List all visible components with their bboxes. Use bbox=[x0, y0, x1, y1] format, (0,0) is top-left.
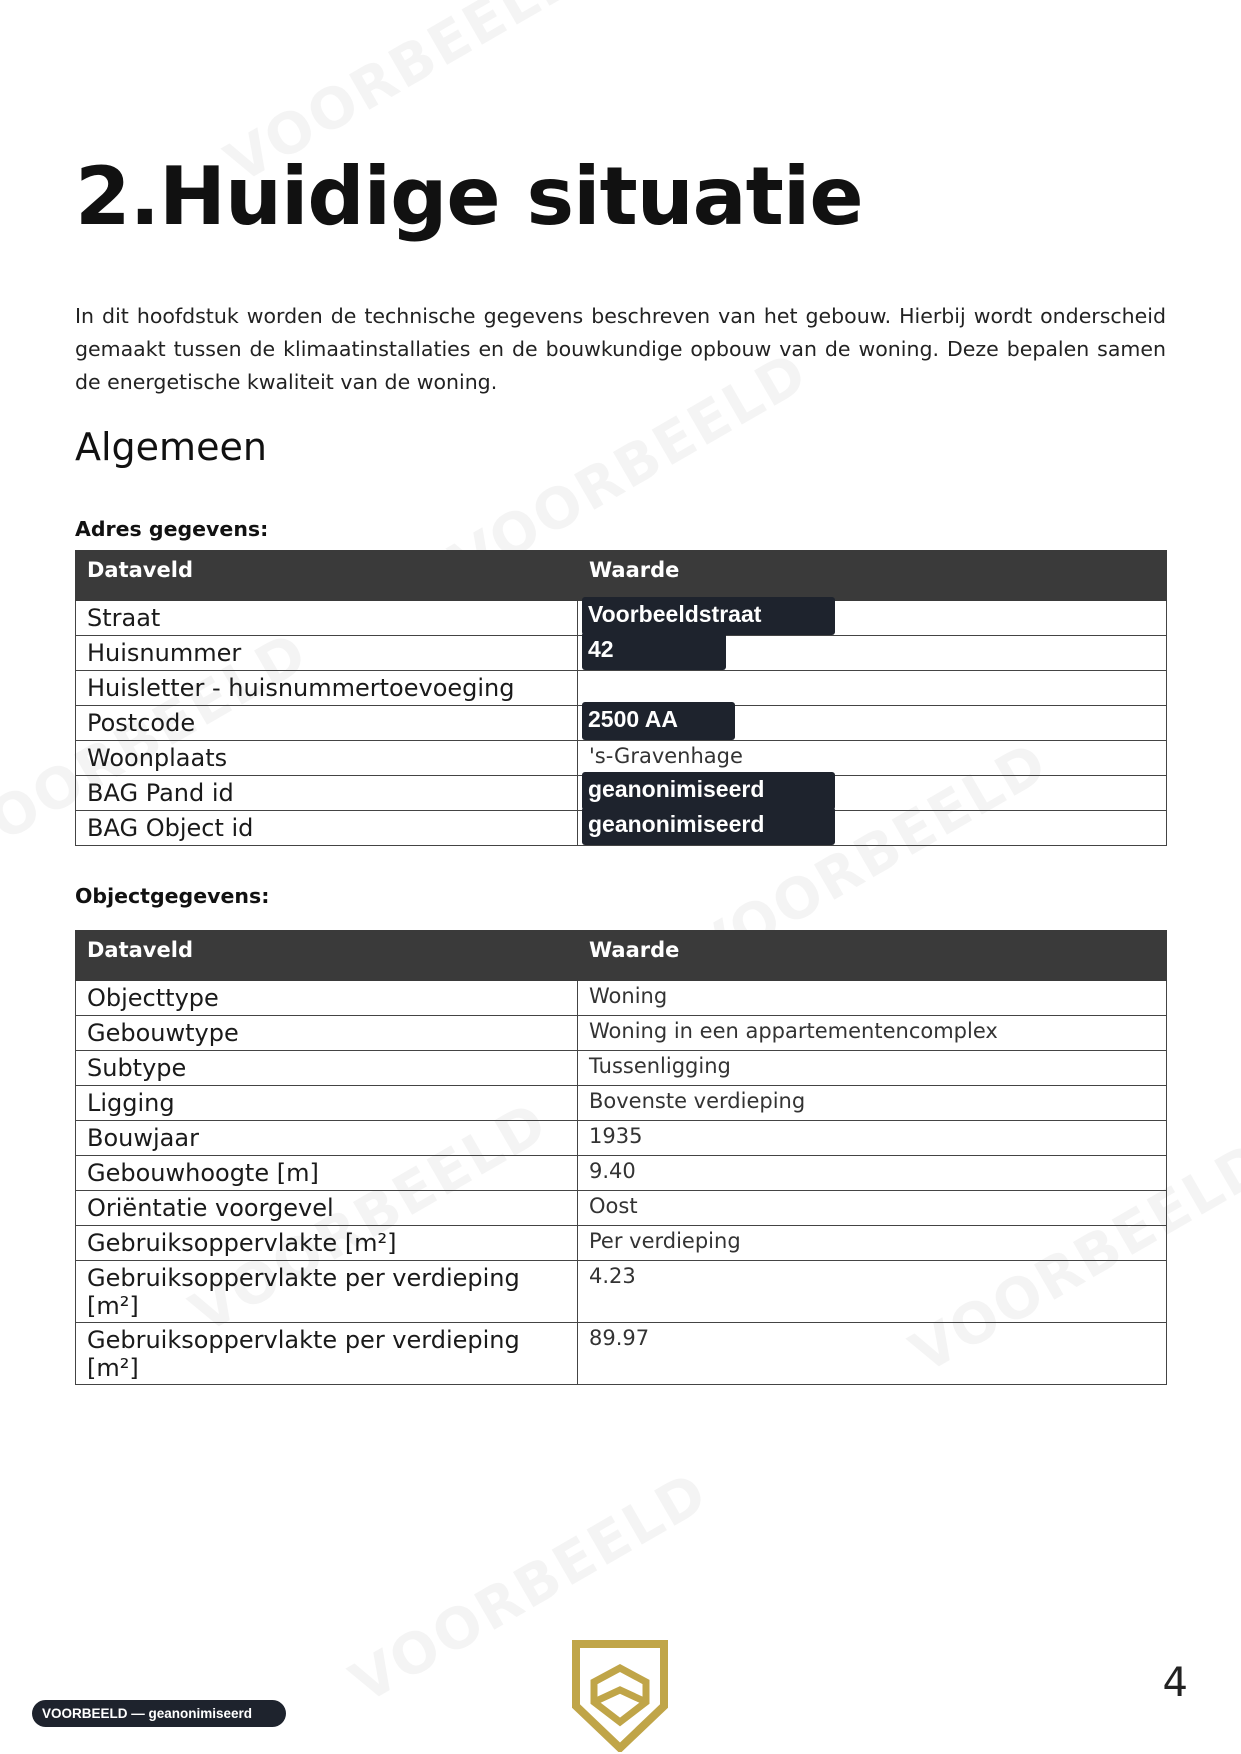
field-value bbox=[578, 601, 1167, 636]
table-row bbox=[76, 776, 1167, 811]
table-row bbox=[76, 1086, 1167, 1121]
field-label: Gebruiksoppervlakte [m²] bbox=[76, 1226, 578, 1261]
table-row bbox=[76, 1191, 1167, 1226]
anonymized-badge: VOORBEELD — geanonimiseerd bbox=[32, 1700, 286, 1727]
redacted-value: geanonimiseerd bbox=[582, 807, 835, 845]
field-value: 89.97 bbox=[578, 1323, 1167, 1385]
field-value: Tussenligging bbox=[578, 1051, 1167, 1086]
object-table bbox=[75, 930, 1167, 1385]
field-label: Gebruiksoppervlakte per verdieping [m²] bbox=[76, 1261, 578, 1323]
field-label: Oriëntatie voorgevel bbox=[76, 1191, 578, 1226]
column-header-dataveld: Dataveld bbox=[76, 931, 578, 981]
field-label: Straat bbox=[76, 601, 578, 636]
field-label: Ligging bbox=[76, 1086, 578, 1121]
field-value bbox=[578, 671, 1167, 706]
address-table bbox=[75, 550, 1167, 846]
field-label: Gebouwtype bbox=[76, 1016, 578, 1051]
field-value bbox=[578, 811, 1167, 846]
table-row bbox=[76, 1156, 1167, 1191]
redacted-value: Voorbeeldstraat bbox=[582, 597, 835, 635]
field-label: Huisnummer bbox=[76, 636, 578, 671]
field-value: Oost bbox=[578, 1191, 1167, 1226]
redacted-value: 2500 AA bbox=[582, 702, 735, 740]
field-label: Subtype bbox=[76, 1051, 578, 1086]
redacted-value: geanonimiseerd bbox=[582, 772, 835, 810]
field-value bbox=[578, 636, 1167, 671]
table-row bbox=[76, 1016, 1167, 1051]
section-heading: Algemeen bbox=[75, 425, 267, 469]
shield-icon bbox=[572, 1640, 668, 1752]
table-header-row bbox=[76, 551, 1167, 601]
field-label: BAG Object id bbox=[76, 811, 578, 846]
column-header-waarde: Waarde bbox=[578, 931, 1167, 981]
field-label: Huisletter - huisnummertoevoeging bbox=[76, 671, 578, 706]
field-label: Postcode bbox=[76, 706, 578, 741]
field-label: Gebruiksoppervlakte per verdieping [m²] bbox=[76, 1323, 578, 1385]
table-row bbox=[76, 706, 1167, 741]
redacted-value: 42 bbox=[582, 632, 726, 670]
table-row bbox=[76, 1121, 1167, 1156]
column-header-waarde: Waarde bbox=[578, 551, 1167, 601]
field-value: 's-Gravenhage bbox=[578, 741, 1167, 776]
field-value: 4.23 bbox=[578, 1261, 1167, 1323]
field-label: BAG Pand id bbox=[76, 776, 578, 811]
field-label: Gebouwhoogte [m] bbox=[76, 1156, 578, 1191]
intro-paragraph: In dit hoofdstuk worden de technische gegevens beschreven van het gebouw. Hierbij wordt onderscheid gemaakt tussen de klimaatinstallaties en de bouwkundige opbouw van de woning. Deze bepalen samen de energetische kwaliteit van de woning. bbox=[75, 304, 1166, 394]
field-value bbox=[578, 776, 1167, 811]
field-value: 9.40 bbox=[578, 1156, 1167, 1191]
field-value bbox=[578, 706, 1167, 741]
table-row bbox=[76, 636, 1167, 671]
table-header-row bbox=[76, 931, 1167, 981]
table-row bbox=[76, 1051, 1167, 1086]
field-value: Bovenste verdieping bbox=[578, 1086, 1167, 1121]
table-row bbox=[76, 811, 1167, 846]
table-row bbox=[76, 1226, 1167, 1261]
page-number: 4 bbox=[1162, 1660, 1188, 1706]
field-value: Woning in een appartementencomplex bbox=[578, 1016, 1167, 1051]
page-title: 2.Huidige situatie bbox=[75, 150, 863, 243]
table-row bbox=[76, 741, 1167, 776]
field-value: Per verdieping bbox=[578, 1226, 1167, 1261]
field-label: Bouwjaar bbox=[76, 1121, 578, 1156]
table-row bbox=[76, 671, 1167, 706]
field-value: 1935 bbox=[578, 1121, 1167, 1156]
address-table-caption: Adres gegevens: bbox=[75, 517, 269, 541]
field-value: Woning bbox=[578, 981, 1167, 1016]
table-row bbox=[76, 981, 1167, 1016]
table-row bbox=[76, 601, 1167, 636]
column-header-dataveld: Dataveld bbox=[76, 551, 578, 601]
field-label: Objecttype bbox=[76, 981, 578, 1016]
object-table-caption: Objectgegevens: bbox=[75, 884, 270, 908]
table-row bbox=[76, 1323, 1167, 1385]
table-row bbox=[76, 1261, 1167, 1323]
field-label: Woonplaats bbox=[76, 741, 578, 776]
